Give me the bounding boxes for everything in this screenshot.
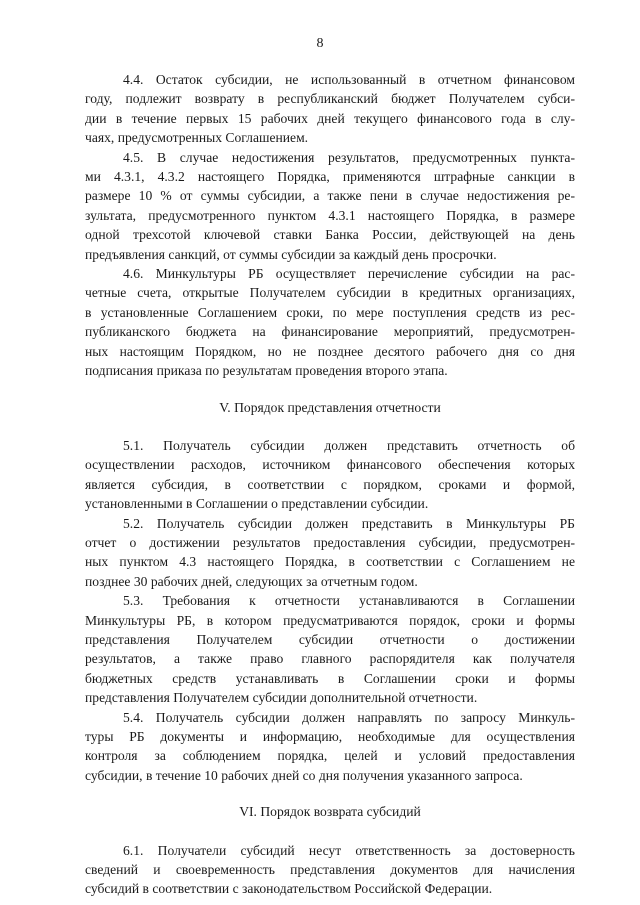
text-line: бюджетных средств устанавливать в Соглашении сроки и формы bbox=[85, 670, 575, 686]
paragraph bbox=[85, 148, 575, 264]
text-line: позднее 30 рабочих дней, следующих за отчетным годом. bbox=[85, 573, 418, 589]
paragraph bbox=[85, 264, 575, 380]
text-line: 5.2. Получатель субсидии должен представить в Минкультуры РБ bbox=[123, 515, 575, 531]
paragraph bbox=[85, 436, 575, 514]
text-line: туры РБ документы и информацию, необходимые для осуществления bbox=[85, 729, 575, 744]
text-line: ми 4.3.1, 4.3.2 настоящего Порядка, применяются штрафные санкции в bbox=[85, 169, 575, 185]
text-line: представления Получателем субсидии отчетности о достижении bbox=[85, 631, 575, 647]
text-line: дии в течение первых 15 рабочих дней текущего финансового года в слу- bbox=[85, 110, 575, 126]
text-line: 4.6. Минкультуры РБ осуществляет перечисление субсидии на рас- bbox=[123, 266, 575, 282]
paragraph bbox=[85, 514, 575, 592]
paragraph bbox=[85, 708, 575, 786]
text-line: ных пунктом 4.3 настоящего Порядка, в соответствии с Соглашением не bbox=[85, 554, 575, 570]
text-line: Минкультуры РБ, в котором предусматриваются порядок, сроки и формы bbox=[85, 612, 575, 628]
paragraph bbox=[85, 70, 575, 148]
text-line: установленными в Соглашении о представлении субсидии. bbox=[85, 496, 429, 512]
text-line: в установленные Соглашением сроки, по мере поступления средств из рес- bbox=[85, 304, 575, 320]
text-line: результатов, а также право главного распорядителя как получателя bbox=[85, 651, 575, 667]
paragraph bbox=[85, 591, 575, 707]
paragraph bbox=[85, 841, 575, 899]
text-line: является субсидия, в соответствии с порядком, сроками и формой, bbox=[85, 476, 575, 492]
text-line: одной трехсотой ключевой ставки Банка России, действующей на день bbox=[85, 227, 575, 243]
text-line: размере 10 % от суммы субсидии, а также пени в случае недостижения ре- bbox=[85, 188, 575, 204]
text-line: 4.4. Остаток субсидии, не использованный в отчетном финансовом bbox=[123, 72, 575, 87]
text-line: году, подлежит возврату в республиканский бюджет Получателем субси- bbox=[85, 91, 575, 107]
text-line: подписания приказа по результатам проведения второго этапа. bbox=[85, 363, 448, 379]
page-number: 8 bbox=[316, 36, 324, 51]
text-line: зультата, предусмотренного пунктом 4.3.1 настоящего Порядка, в размере bbox=[85, 207, 575, 223]
text-line: субсидии, в течение 10 рабочих дней со дня получения указанного запроса. bbox=[85, 767, 523, 783]
text-line: 5.1. Получатель субсидии должен представить отчетность об bbox=[123, 437, 575, 453]
section-heading: V. Порядок представления отчетности bbox=[219, 399, 441, 415]
text-line: 5.3. Требования к отчетности устанавливаются в Соглашении bbox=[123, 593, 575, 609]
text-line: предъявления санкций, от суммы субсидии за каждый день просрочки. bbox=[85, 246, 497, 262]
text-line: 6.1. Получатели субсидий несут ответственность за достоверность bbox=[123, 842, 575, 858]
text-line: контроля за соблюдением порядка, целей и условий предоставления bbox=[85, 748, 575, 764]
text-line: публиканского бюджета на финансирование мероприятий, предусмотрен- bbox=[85, 324, 575, 340]
text-line: субсидий в соответствии с законодательством Российской Федерации. bbox=[85, 881, 493, 897]
document-body bbox=[85, 70, 575, 899]
text-line: 4.5. В случае недостижения результатов, предусмотренных пункта- bbox=[123, 149, 575, 165]
text-line: отчет о достижении результатов предоставления субсидии, предусмотрен- bbox=[85, 534, 575, 550]
text-line: сведений и своевременность представления документов для начисления bbox=[85, 862, 575, 878]
text-line: ных настоящим Порядком, но не позднее десятого рабочего дня со дня bbox=[85, 343, 575, 359]
text-line: чаях, предусмотренных Соглашением. bbox=[85, 130, 309, 146]
text-line: четные счета, открытые Получателем субсидии в кредитных организациях, bbox=[85, 285, 575, 301]
text-line: осуществлении расходов, источником финансового обеспечения которых bbox=[85, 457, 575, 473]
section-heading: VI. Порядок возврата субсидий bbox=[239, 804, 421, 820]
text-line: 5.4. Получатель субсидии должен направлять по запросу Минкуль- bbox=[123, 709, 575, 725]
text-line: представления Получателем субсидии дополнительной отчетности. bbox=[85, 690, 478, 706]
